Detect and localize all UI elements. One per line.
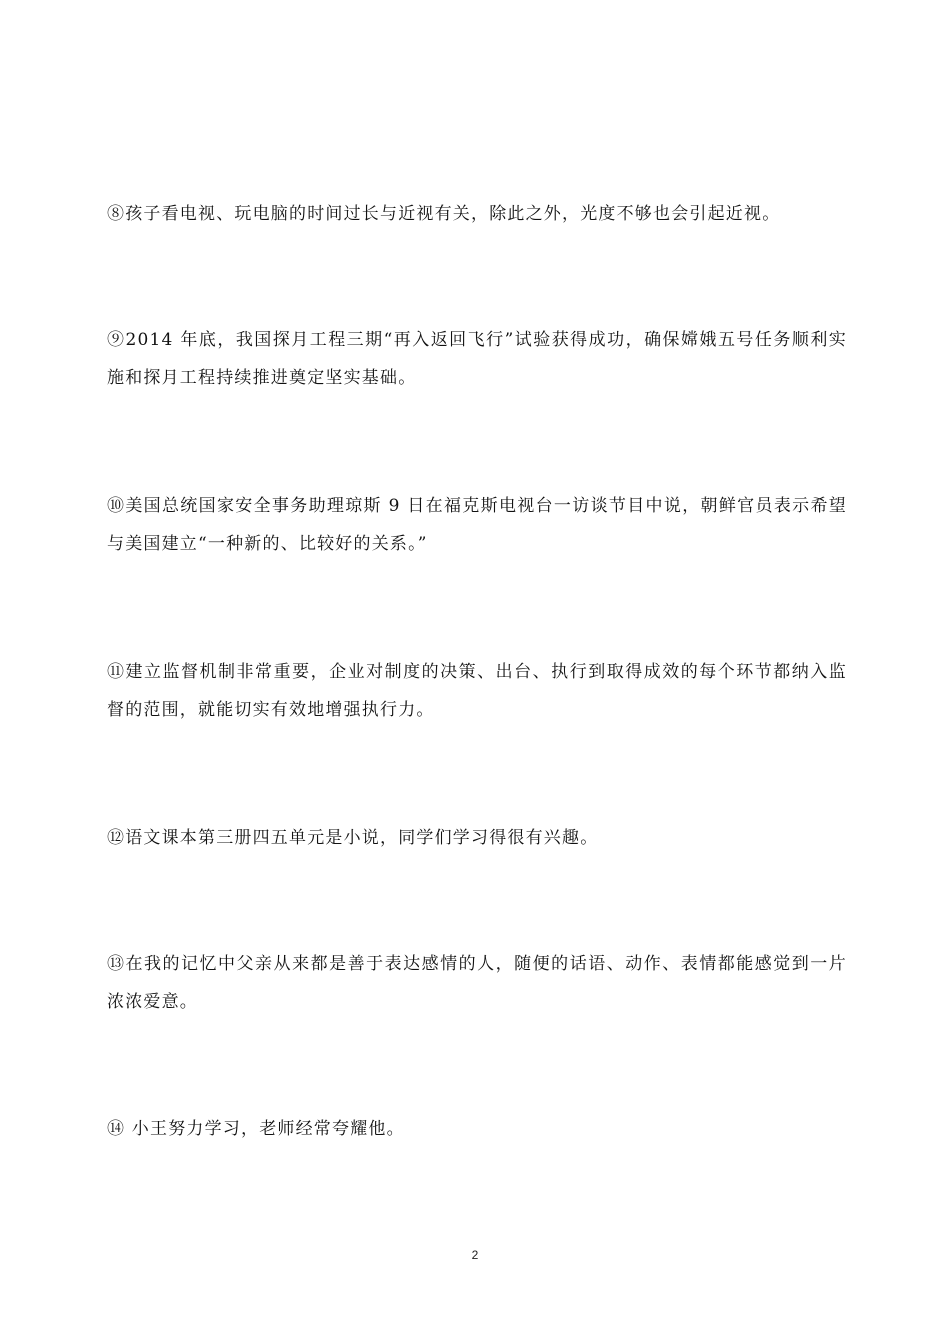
paragraph-10: ⑩美国总统国家安全事务助理琼斯 9 日在福克斯电视台一访谈节目中说，朝鲜官员表示希望与美国建立“一种新的、比较好的关系。” [107,496,847,554]
page-number: 2 [471,1248,479,1262]
paragraph-8: ⑧孩子看电视、玩电脑的时间过长与近视有关，除此之外，光度不够也会引起近视。 [107,204,781,224]
paragraph-14: ⑭ 小王努力学习，老师经常夸耀他。 [107,1119,405,1139]
paragraph-13: ⑬在我的记忆中父亲从来都是善于表达感情的人，随便的话语、动作、表情都能感觉到一片浓浓爱意。 [107,954,847,1012]
paragraph-9: ⑨2014 年底，我国探月工程三期“再入返回飞行”试验获得成功，确保嫦娥五号任务顺利实施和探月工程持续推进奠定坚实基础。 [107,330,847,388]
paragraph-11: ⑪建立监督机制非常重要，企业对制度的决策、出台、执行到取得成效的每个环节都纳入监督的范围，就能切实有效地增强执行力。 [107,662,847,720]
paragraph-12: ⑫语文课本第三册四五单元是小说，同学们学习得很有兴趣。 [107,828,599,848]
